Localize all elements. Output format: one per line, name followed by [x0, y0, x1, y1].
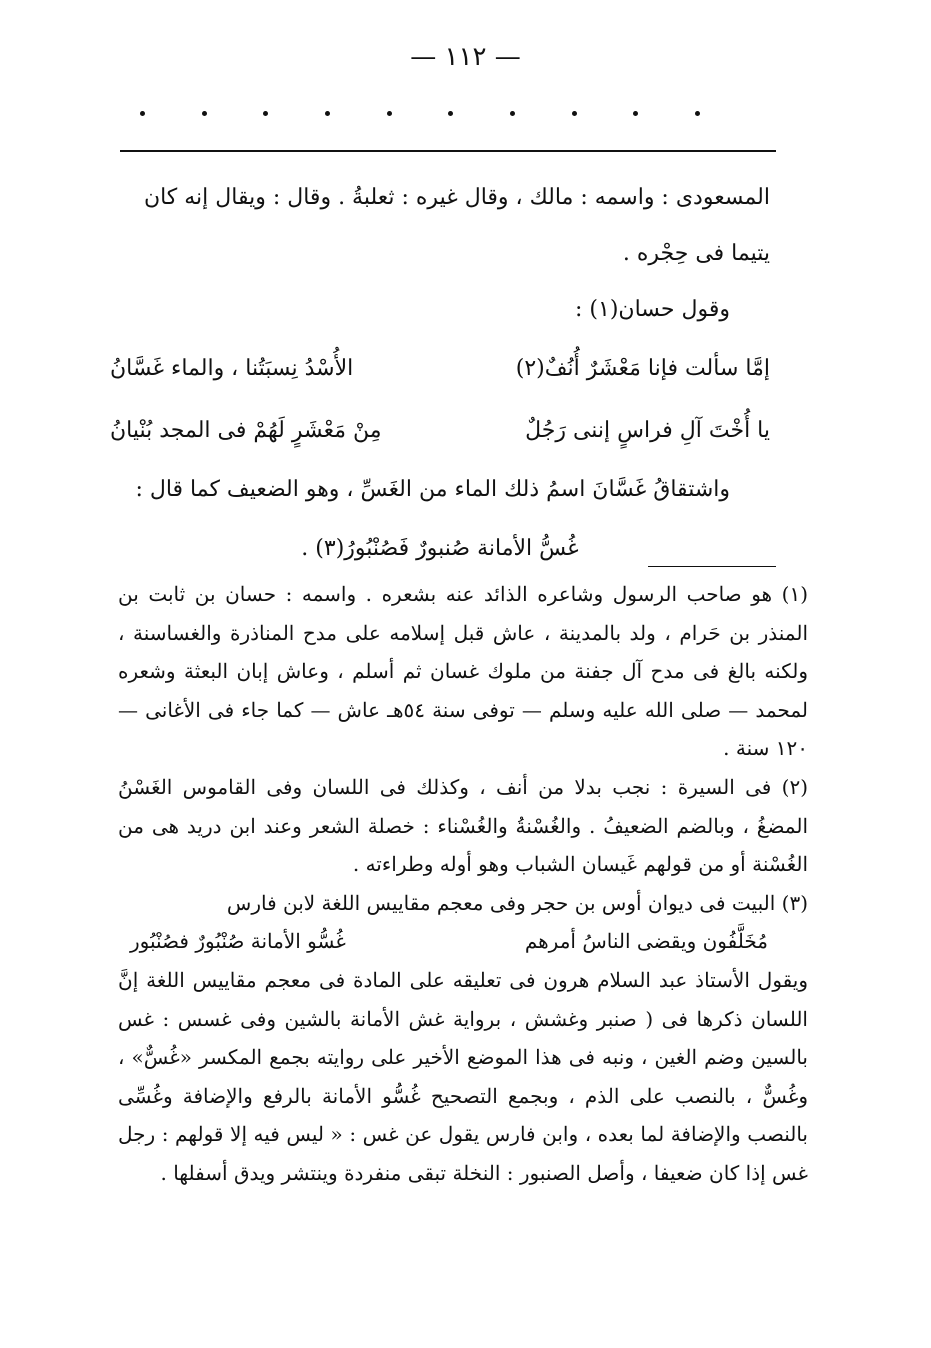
verse-hemistich-right: إمَّا سألت فإنا مَعْشَرٌ أُنُفٌ(٢)	[515, 356, 770, 381]
separator-dot	[140, 111, 145, 116]
footnote-rule	[648, 566, 776, 567]
separator-dot	[448, 111, 453, 116]
footnotes	[118, 575, 808, 1193]
separator-dot	[263, 111, 268, 116]
footnote-1: (١) هو صاحب الرسول وشاعره الذائد عنه بشعره . واسمه : حسان بن ثابت بن المنذر بن حَرام ، ولد بالمدينة ، عاش قبل إسلامه على مدح المناذرة والغساسنة ، ولكنه بالغ فى مدح آل جفنة من ملوك غسان ثم أسلم ، وعاش إبان البعثة وشعره لمحمد — صلى الله عليه وسلم — توفى سنة ٥٤هـ عاش — كما جاء فى الأغانى — ١٢٠ سنة .	[118, 582, 808, 761]
main-paragraph: المسعودى : واسمه : مالك ، وقال غيره : ثعلبةُ . وقال : ويقال إنه كان يتيما فى حِجْره .	[143, 185, 770, 266]
verse-hemistich-right: يا أُخْتَ آلِ فراسٍ إننى رَجُلٌ	[525, 418, 770, 443]
header-rule	[120, 150, 776, 152]
main-text	[110, 170, 770, 580]
poem-verse-centered: غُسُّ الأمانة صُنبورٌ فَصُنْبُورُ(٣) .	[301, 536, 579, 561]
dot-separator	[140, 111, 700, 131]
footnote-verse-right: مُخَلَّفُون ويقضى الناسُ أمرهم	[524, 929, 768, 954]
verse-hemistich-left: مِنْ مَعْشَرٍ لَهُمْ فى المجد بُنْيانُ	[110, 418, 382, 443]
footnote-verse-left: غُسُّو الأمانة صُنْبُورٌ فصُنْبُور	[130, 929, 346, 954]
verse-hemistich-left: الأُسْدُ نِسبَتُنا ، والماء غَسَّانُ	[110, 356, 354, 381]
separator-dot	[572, 111, 577, 116]
page-number: — ١١٢ —	[410, 42, 521, 72]
footnote-3-body: ويقول الأستاذ عبد السلام هرون فى تعليقه على المادة فى معجم مقاييس اللغة إنَّ اللسان ذكرها فى ( صنبر وغشش ، برواية غش الأمانة بالشين وفى غسس : غس بالسين وضم الغين ، ونبه فى هذا الموضع الأخير على روايته بجمع المكسر «غُسٌّ» ، وغُسٌّ ، بالنصب على الذم ، وبجمع التصحيح غُسُّو الأمانة بالرفع والإضافة وغُسِّى بالنصب والإضافة لما بعده ، وابن فارس يقول عن غس : « ليس فيه إلا قولهم : رجل غس إذا كان ضعيفا ، وأصل الصنبور : النخلة تبقى منفردة وينتشر ويدق أسفلها .	[118, 967, 809, 1185]
poem-verse	[110, 338, 770, 400]
separator-dot	[695, 111, 700, 116]
separator-dot	[510, 111, 515, 116]
main-paragraph: واشتقاقُ غَسَّانَ اسمُ ذلك الماء من الغَسِّ ، وهو الضعيف كما قال :	[135, 477, 730, 502]
poem-verse	[110, 400, 770, 462]
separator-dot	[202, 111, 207, 116]
separator-dot	[387, 111, 392, 116]
separator-dot	[633, 111, 638, 116]
footnote-2: (٢) فى السيرة : نجب بدلا من أنف ، وكذلك فى اللسان وفى القاموس الغَسْنُ المضغُ ، وبالضم الضعيفُ . والغُسْنةُ والغُسْناء : خصلة الشعر وعند ابن دريد هى من الغُسْنة أو من قولهم غَيسان الشباب وهو أوله وطراءته .	[118, 774, 808, 877]
footnote-verse	[118, 922, 808, 961]
verse-intro: وقول حسان(١) :	[575, 297, 730, 322]
footnote-3-intro: (٣) البيت فى ديوان أوس بن حجر وفى معجم مقاييس اللغة لابن فارس	[226, 890, 808, 915]
separator-dot	[325, 111, 330, 116]
